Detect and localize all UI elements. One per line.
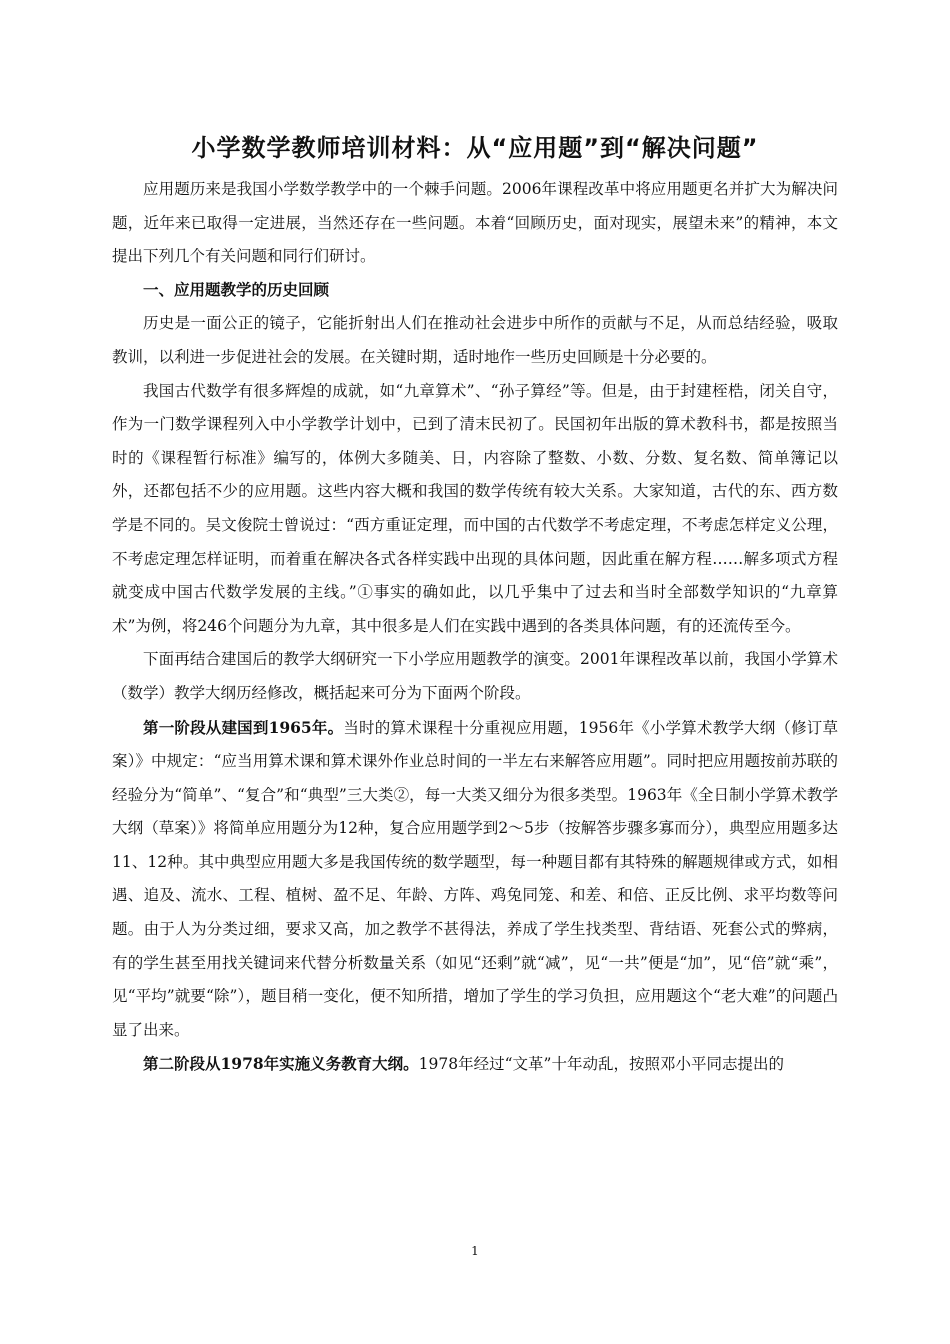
paragraph-ancient-math: 我国古代数学有很多辉煌的成就，如“九章算术”、“孙子算经”等。但是，由于封建桎梏，闭关自守，作为一门数学课程列入中小学教学计划中，已到了清末民初了。民国初年出版的算术教科书，都是按照当时的《课程暂行标准》编写的，体例大多随美、日，内容除了整数、小数、分数、复名数、简单簿记以外，还都包括不少的应用题。这些内容大概和我国的数学传统有较大关系。大家知道，古代的东、西方数学是不同的。吴文俊院士曾说过：“西方重证定理，而中国的古代数学不考虑定理，不考虑怎样定义公理，不考虑定理怎样证明，而着重在解决各式各样实践中出现的具体问题，因此重在解方程……解多项式方程就变成中国古代数学发展的主线。”①事实的确如此，以几乎集中了过去和当时全部数学知识的“九章算术”为例，将246个问题分为九章，其中很多是人们在实践中遇到的各类具体问题，有的还流传至今。 — [112, 381, 838, 635]
paragraph-syllabus: 下面再结合建国后的教学大纲研究一下小学应用题教学的演变。2001年课程改革以前，我国小学算术（数学）教学大纲历经修改，概括起来可分为下面两个阶段。 — [112, 650, 838, 702]
paragraph-stage-two — [112, 1047, 838, 1082]
paragraph-intro: 应用题历来是我国小学数学教学中的一个棘手问题。2006年课程改革中将应用题更名并扩大为解决问题，近年来已取得一定进展，当然还存在一些问题。本着“回顾历史，面对现实，展望未来”的精神，本文提出下列几个有关问题和同行们研讨。 — [112, 180, 838, 266]
document-body — [112, 173, 838, 1082]
paragraph-stage-one — [112, 711, 838, 1048]
stage-two-text: 1978年经过“文革”十年动乱，按照邓小平同志提出的 — [418, 1055, 784, 1074]
paragraph-history: 历史是一面公正的镜子，它能折射出人们在推动社会进步中所作的贡献与不足，从而总结经验，吸取教训，以利进一步促进社会的发展。在关键时期，适时地作一些历史回顾是十分必要的。 — [112, 314, 838, 366]
page-number: 1 — [471, 1244, 479, 1258]
stage-two-lead: 第二阶段从1978年实施义务教育大纲。 — [143, 1054, 419, 1074]
document-title: 小学数学教师培训材料：从“应用题”到“解决问题” — [191, 134, 759, 162]
stage-one-lead: 第一阶段从建国到1965年。 — [143, 717, 344, 737]
section-heading: 一、应用题教学的历史回顾 — [143, 280, 330, 299]
stage-one-text: 当时的算术课程十分重视应用题，1956年《小学算术教学大纲（修订草案）》中规定：“应当用算术课和算术课外作业总时间的一半左右来解答应用题”。同时把应用题按前苏联的经验分为“简单”、“复合”和“典型”三大类②，每一大类又细分为很多类型。1963年《全日制小学算术教学大纲（草案）》将简单应用题分为12种，复合应用题学到2～5步（按解答步骤多寡而分），典型应用题多达11、12种。其中典型应用题大多是我国传统的数学题型，每一种题目都有其特殊的解题规律或方式，如相遇、追及、流水、工程、植树、盈不足、年龄、方阵、鸡兔同笼、和差、和倍、正反比例、求平均数等问题。由于人为分类过细，要求又高，加之教学不甚得法，养成了学生找类型、背结语、死套公式的弊病，有的学生甚至用找关键词来代替分析数量关系（如见“还剩”就“减”，见“一共”便是“加”，见“倍”就“乘”，见“平均”就要“除”），题目稍一变化，便不知所措，增加了学生的学习负担，应用题这个“老大难”的问题凸显了出来。 — [112, 718, 839, 1039]
